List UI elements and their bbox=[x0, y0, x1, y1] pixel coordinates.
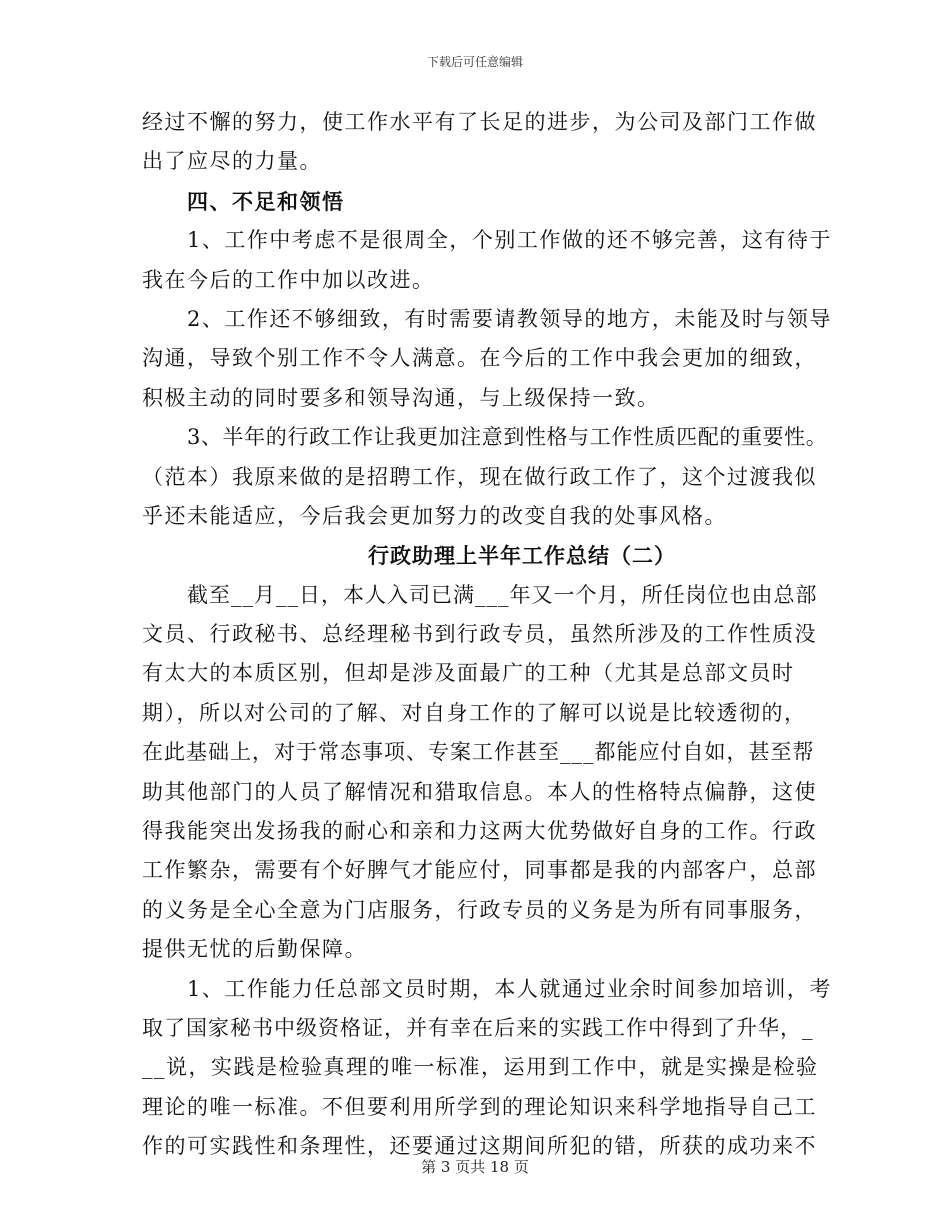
text-line: 在此基础上，对于常态事项、专案工作甚至___都能应付自如，甚至帮 bbox=[142, 740, 815, 765]
text-line: 得我能突出发扬我的耐心和亲和力这两大优势做好自身的工作。行政 bbox=[142, 819, 817, 844]
text-line: 1、工作中考虑不是很周全，个别工作做的还不够完善，这有待于 bbox=[187, 228, 832, 253]
text-line: 1、工作能力任总部文员时期，本人就通过业余时间参加培训，考 bbox=[187, 976, 832, 1001]
text-line: 提供无忧的后勤保障。 bbox=[142, 937, 367, 962]
text-line: 我在今后的工作中加以改进。 bbox=[142, 267, 435, 292]
text-line: 工作繁杂，需要有个好脾气才能应付，同事都是我的内部客户，总部 bbox=[142, 858, 817, 883]
text-line: 3、半年的行政工作让我更加注意到性格与工作性质匹配的重要性。 bbox=[187, 425, 828, 450]
header-note: 下载后可任意编辑 bbox=[426, 55, 523, 69]
text-line: 经过不懈的努力，使工作水平有了长足的进步，为公司及部门工作做 bbox=[142, 110, 817, 134]
text-line: 积极主动的同时要多和领导沟通，与上级保持一致。 bbox=[142, 385, 660, 410]
text-line: 2、工作还不够细致，有时需要请教领导的地方，未能及时与领导 bbox=[187, 306, 832, 331]
text-line: （范本）我原来做的是招聘工作，现在做行政工作了，这个过渡我似 bbox=[142, 464, 817, 489]
text-line: 沟通，导致个别工作不令人满意。在今后的工作中我会更加的细致， bbox=[142, 346, 817, 371]
document-title: 行政助理上半年工作总结（二） bbox=[368, 543, 676, 569]
text-line: 期），所以对公司的了解、对自身工作的了解可以说是比较透彻的， bbox=[142, 700, 807, 725]
text-line: 作的可实践性和条理性，还要通过这期间所犯的错，所获的成功来不 bbox=[142, 1134, 817, 1159]
text-line: 有太大的本质区别，但却是涉及面最广的工种（尤其是总部文员时 bbox=[142, 661, 795, 686]
text-line: 取了国家秘书中级资格证，并有幸在后来的实践工作中得到了升华，_ bbox=[142, 1015, 814, 1040]
text-line: 出了应尽的力量。 bbox=[142, 149, 322, 174]
text-line: __说，实践是检验真理的唯一标准，运用到工作中，就是实操是检验 bbox=[142, 1055, 819, 1080]
document-body bbox=[142, 103, 842, 1167]
text-line: 截至__月__日，本人入司已满___年又一个月，所任岗位也由总部 bbox=[187, 582, 818, 607]
text-line: 乎还未能适应，今后我会更加努力的改变自我的处事风格。 bbox=[142, 503, 727, 528]
section-heading: 四、不足和领悟 bbox=[187, 188, 345, 214]
text-line: 理论的唯一标准。不但要利用所学到的理论知识来科学地指导自己工 bbox=[142, 1094, 817, 1119]
text-line: 文员、行政秘书、总经理秘书到行政专员，虽然所涉及的工作性质没 bbox=[142, 622, 817, 647]
text-line: 助其他部门的人员了解情况和猎取信息。本人的性格特点偏静，这使 bbox=[142, 779, 817, 804]
text-line: 的义务是全心全意为门店服务，行政专员的义务是为所有同事服务， bbox=[142, 897, 817, 922]
page-number: 第 3 页共 18 页 bbox=[421, 1158, 529, 1176]
